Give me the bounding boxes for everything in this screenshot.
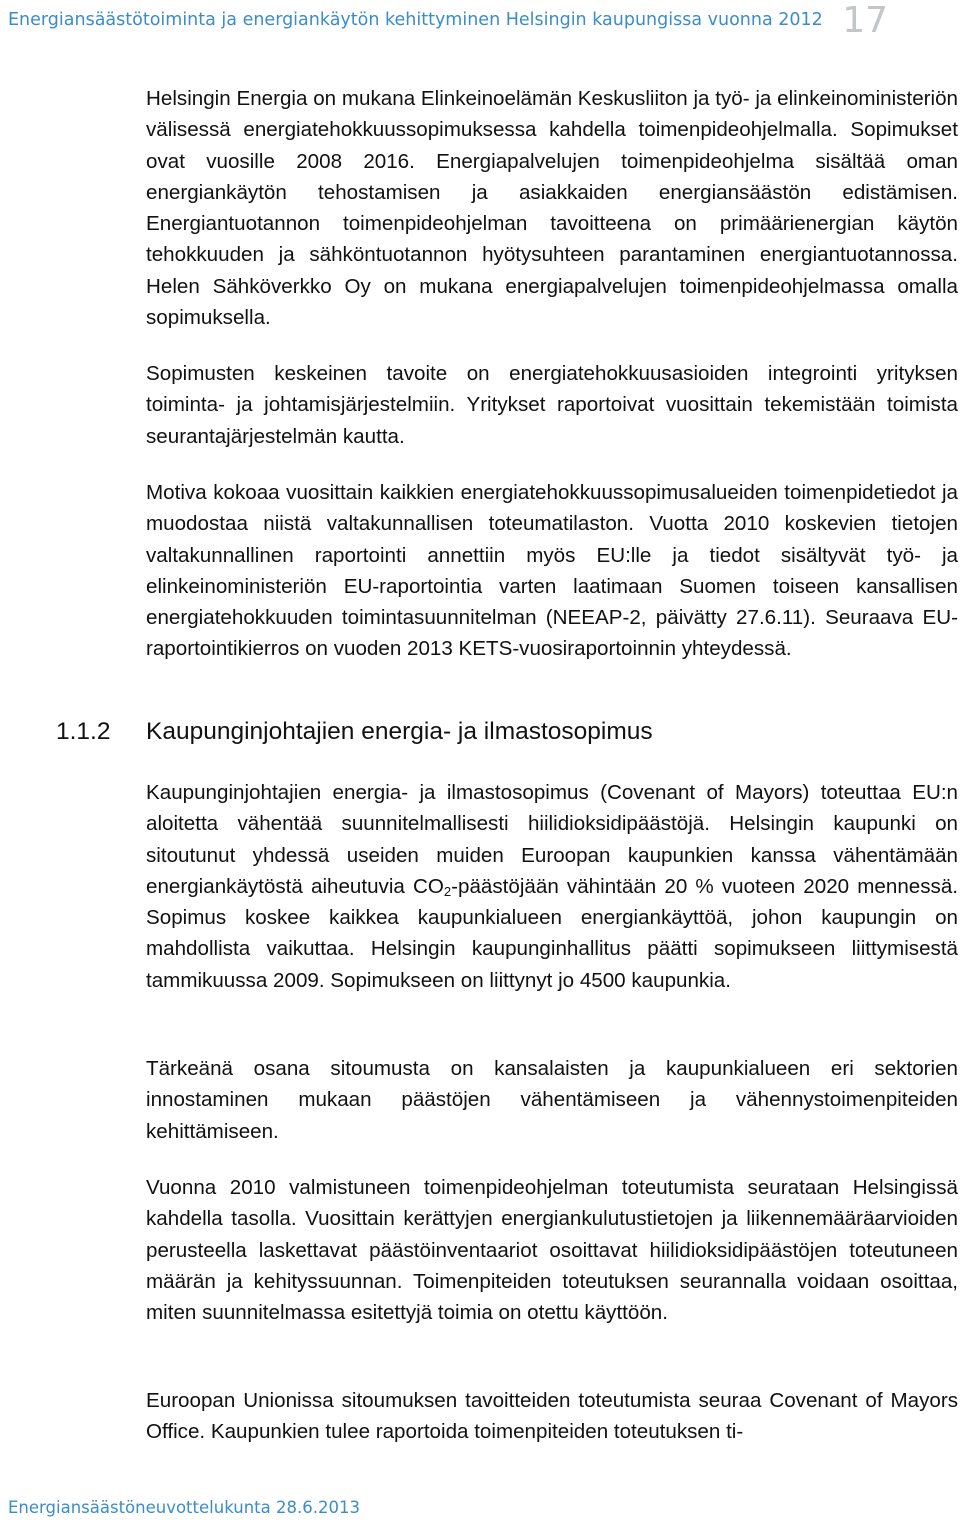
running-header: Energiansäästötoiminta ja energiankäytön kehittyminen Helsingin kaupungissa vuonna 2012 [8,10,823,30]
paragraph-citizen-engagement: Tärkeänä osana sitoumusta on kansalaisten ja kaupunkialueen eri sektorien innostaminen mukaan päästöjen vähentämiseen ja vähennystoimenpiteiden kehittämiseen. [146,1057,958,1143]
page-number: 17 [842,0,888,41]
paragraph-covenant-of-mayors [146,777,958,996]
paragraph-eu-reporting: Euroopan Unionissa sitoumuksen tavoitteiden toteutumista seuraa Covenant of Mayors Office. Kaupunkien tulee raportoida toimenpiteiden toteutuksen ti- [146,1389,958,1444]
section-number: 1.1.2 [56,718,111,745]
section-title: Kaupunginjohtajien energia- ja ilmastosopimus [146,718,653,745]
co2-subscript: 2 [443,883,452,899]
paragraph-motiva-reporting: Motiva kokoaa vuosittain kaikkien energiatehokkuussopimusalueiden toimenpidetiedot ja muodostaa niistä valtakunnallisen toteumatilaston. Vuotta 2010 koskevien tietojen valtakunnallinen raportointi annettiin myös EU:lle ja tiedot sisältyvät työ- ja elinkeinoministeriön EU-raportointia varten laatimaan Suomen toiseen kansallisen energiatehokkuuden toimintasuunnitelman (NEEAP-2, päivätty 27.6.11). Seuraava EU-raportointikierros on vuoden 2013 KETS-vuosiraportoinnin yhteydessä. [146,481,958,661]
co2-text-part1: Kaupunginjohtajien energia- ja ilmastosopimus (Covenant of Mayors) toteuttaa EU:n aloitetta vähentää suunnitelmallisesti hiilidioksidipäästöjä. Helsingin kaupunki on sitoutunut yhdessä useiden muiden Euroopan kaupunkien kanssa vähentämään energiankäytöstä aiheutuvia CO [146,781,958,898]
paragraph-monitoring: Vuonna 2010 valmistuneen toimenpideohjelman toteutumista seurataan Helsingissä kahdella tasolla. Vuosittain kerättyjen energiankulutustietojen ja liikennemääräarvioiden perusteella laskettavat päästöinventaariot osoittavat hiilidioksidipäästöjen toteutuneen määrän ja kehityssuunnan. Toimenpiteiden toteutuksen seurannalla voidaan osoittaa, miten suunnitelmassa esitettyjä toimia on otettu käyttöön. [146,1176,958,1325]
page-footer: Energiansäästöneuvottelukunta 28.6.2013 [8,1498,360,1517]
paragraph-energy-agreement: Helsingin Energia on mukana Elinkeinoelämän Keskusliiton ja työ- ja elinkeinoministeriön välisessä energiatehokkuussopimuksessa kahdella toimenpideohjelmalla. Sopimukset ovat vuosille 2008 2016. Energiapalvelujen toimenpideohjelma sisältää oman energiankäytön tehostamisen ja asiakkaiden energiansäästön edistämisen. Energiantuotannon toimenpideohjelman tavoitteena on primäärienergian käytön tehokkuuden ja sähköntuotannon hyötysuhteen parantaminen energiantuotannossa. Helen Sähköverkko Oy on mukana energiapalvelujen toimenpideohjelmassa omalla sopimuksella. [146,87,958,330]
section-heading [56,718,936,746]
co2-text-part2: -päästöjään vähintään 20 % vuoteen 2020 mennessä. Sopimus koskee kaikkea kaupunkialueen energiankäyttöä, johon kaupungin on mahdollista vaikuttaa. Helsingin kaupunginhallitus päätti sopimukseen liittymisestä tammikuussa 2009. Sopimukseen on liittynyt jo 4500 kaupunkia. [146,874,958,992]
paragraph-agreement-goal: Sopimusten keskeinen tavoite on energiatehokkuusasioiden integrointi yrityksen toiminta- ja johtamisjärjestelmiin. Yritykset raportoivat vuosittain tekemistään toimista seurantajärjestelmän kautta. [146,362,958,448]
